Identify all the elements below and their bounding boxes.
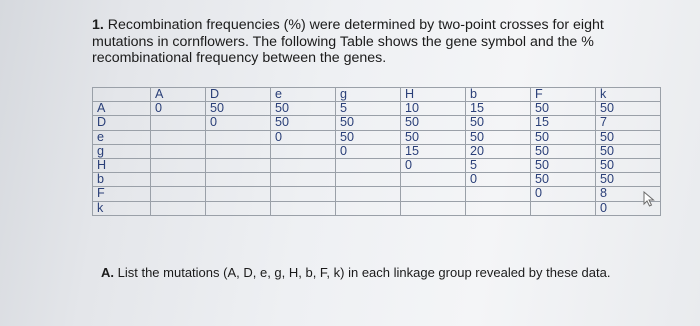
table-cell: 5 <box>336 102 401 116</box>
table-cell <box>336 173 401 187</box>
part-a-label: A. <box>101 265 114 280</box>
part-a-question <box>101 265 621 280</box>
table-cell: 0 <box>596 201 661 215</box>
column-header-b: b <box>466 88 531 102</box>
table-row <box>93 102 661 116</box>
table-cell: 0 <box>531 187 596 201</box>
table-cell <box>206 173 271 187</box>
table-cell: 10 <box>401 102 466 116</box>
column-header-e: e <box>271 88 336 102</box>
table-cell: 50 <box>336 116 401 130</box>
table-cell <box>401 201 466 215</box>
table-row <box>93 144 661 158</box>
column-header-g: g <box>336 88 401 102</box>
question-number: 1. <box>92 17 104 33</box>
table-cell <box>206 187 271 201</box>
table-cell: 8 <box>596 187 661 201</box>
table-cell: 50 <box>336 130 401 144</box>
column-header-H: H <box>401 88 466 102</box>
table-cell: 50 <box>531 173 596 187</box>
table-cell <box>401 173 466 187</box>
table-cell <box>206 158 271 172</box>
table-cell <box>336 187 401 201</box>
table-corner-cell <box>93 88 151 102</box>
table-cell: 50 <box>531 144 596 158</box>
table-cell: 50 <box>596 102 661 116</box>
table-cell <box>336 201 401 215</box>
table-cell: 5 <box>466 158 531 172</box>
table-cell: 50 <box>596 144 661 158</box>
column-header-D: D <box>206 88 271 102</box>
table-header-row <box>93 88 661 102</box>
table-cell: 0 <box>466 173 531 187</box>
table-cell <box>151 158 206 172</box>
table-cell: 50 <box>531 158 596 172</box>
table-cell <box>271 187 336 201</box>
table-cell: 50 <box>401 116 466 130</box>
table-cell: 15 <box>466 102 531 116</box>
row-header-H: H <box>93 158 151 172</box>
table-cell <box>531 201 596 215</box>
row-header-F: F <box>93 187 151 201</box>
question-body: Recombination frequencies (%) were determined by two-point crosses for eight mutations in cornflowers. The following Table shows the gene symbol and the % recombinational frequency between the genes. <box>92 17 604 66</box>
table-cell: 0 <box>401 158 466 172</box>
column-header-F: F <box>531 88 596 102</box>
table-cell: 50 <box>206 102 271 116</box>
table-row <box>93 158 661 172</box>
table-cell <box>336 158 401 172</box>
table-cell: 50 <box>596 173 661 187</box>
table-cell: 7 <box>596 116 661 130</box>
table-cell <box>206 201 271 215</box>
table-cell <box>271 158 336 172</box>
column-header-A: A <box>151 88 206 102</box>
table-row <box>93 130 661 144</box>
mouse-pointer-icon <box>643 191 657 207</box>
table-cell <box>401 187 466 201</box>
table-cell <box>206 144 271 158</box>
recombination-frequency-table <box>92 87 661 216</box>
table-cell: 15 <box>531 116 596 130</box>
table-cell <box>271 173 336 187</box>
row-header-D: D <box>93 116 151 130</box>
table-cell <box>151 201 206 215</box>
question-text <box>92 17 652 67</box>
table-cell: 50 <box>596 158 661 172</box>
table-cell: 15 <box>401 144 466 158</box>
table-cell: 0 <box>151 102 206 116</box>
table-cell: 0 <box>206 116 271 130</box>
table-cell: 50 <box>466 116 531 130</box>
table-cell <box>271 144 336 158</box>
table-cell <box>271 201 336 215</box>
table-cell: 50 <box>401 130 466 144</box>
table-row <box>93 173 661 187</box>
table-cell: 50 <box>531 102 596 116</box>
table-cell: 50 <box>466 130 531 144</box>
table-cell: 0 <box>336 144 401 158</box>
table-cell <box>151 130 206 144</box>
table-cell <box>151 144 206 158</box>
table-row <box>93 187 661 201</box>
table-row <box>93 201 661 215</box>
row-header-k: k <box>93 201 151 215</box>
row-header-g: g <box>93 144 151 158</box>
table-cell <box>151 116 206 130</box>
row-header-A: A <box>93 102 151 116</box>
row-header-e: e <box>93 130 151 144</box>
table-cell: 50 <box>531 130 596 144</box>
table-cell <box>151 173 206 187</box>
table-cell <box>206 130 271 144</box>
table-cell <box>151 187 206 201</box>
table-cell: 0 <box>271 130 336 144</box>
table-cell: 50 <box>271 102 336 116</box>
column-header-k: k <box>596 88 661 102</box>
part-a-text: List the mutations (A, D, e, g, H, b, F, k) in each linkage group revealed by these data. <box>117 265 611 280</box>
table-cell <box>466 201 531 215</box>
table-row <box>93 116 661 130</box>
table-cell: 50 <box>271 116 336 130</box>
table-cell: 20 <box>466 144 531 158</box>
row-header-b: b <box>93 173 151 187</box>
table-cell <box>466 187 531 201</box>
table-cell: 50 <box>596 130 661 144</box>
